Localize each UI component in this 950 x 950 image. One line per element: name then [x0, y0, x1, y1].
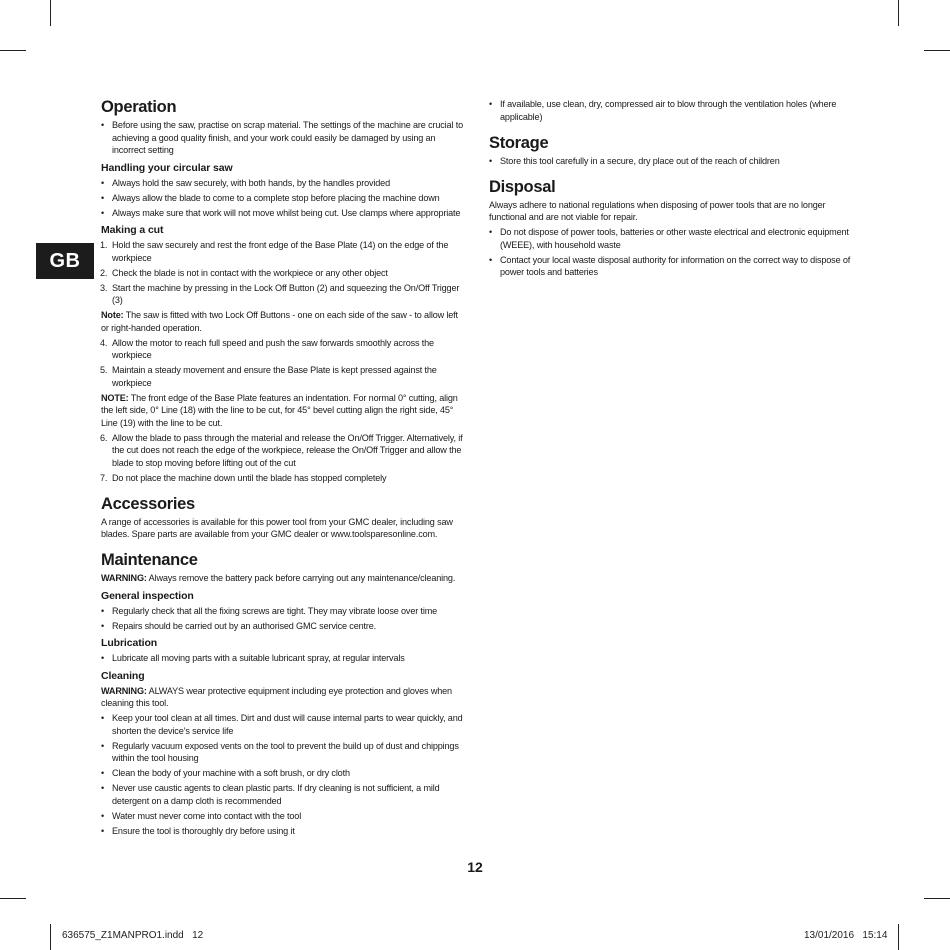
- disposal-text: Always adhere to national regulations when disposing of power tools that are no longer functional and are not viable for repair.: [489, 199, 826, 222]
- lubrication-heading: Lubrication: [101, 637, 158, 649]
- crop-mark: [924, 50, 950, 51]
- cleaning-heading: Cleaning: [101, 669, 145, 682]
- list-item: • If available, use clean, dry, compressed air to blow through the ventilation holes (where applicable): [489, 99, 837, 122]
- language-tab: GB: [36, 243, 94, 279]
- lubrication-list: [101, 652, 463, 665]
- footer-datetime: 13/01/2016 15:14: [804, 930, 888, 941]
- step-item: 7. Do not place the machine down until the blade has stopped completely: [100, 472, 387, 483]
- step-item: 5. Maintain a steady movement and ensure the Base Plate is kept pressed against the workpiece: [100, 365, 437, 388]
- cut-steps-c: [101, 432, 463, 485]
- crop-mark: [924, 898, 950, 899]
- list-item: • Lubricate all moving parts with a suitable lubricant spray, at regular intervals: [101, 653, 405, 663]
- cut-steps-b: [101, 337, 463, 390]
- crop-mark: [898, 0, 899, 26]
- storage-heading: Storage: [489, 133, 549, 152]
- general-inspection-heading: General inspection: [101, 589, 194, 602]
- step-item: 3. Start the machine by pressing in the Lock Off Button (2) and squeezing the On/Off Trigger (3): [100, 282, 460, 305]
- list-item: • Always make sure that work will not move whilst being cut. Use clamps where appropriate: [101, 207, 461, 218]
- step-item: 4. Allow the motor to reach full speed and push the saw forwards smoothly across the workpiece: [100, 337, 434, 360]
- list-item: • Water must never come into contact with the tool: [101, 810, 302, 821]
- crop-mark: [898, 924, 899, 950]
- step-item: 1. Hold the saw securely and rest the front edge of the Base Plate (14) on the edge of the workpiece: [100, 240, 449, 263]
- list-item: • Regularly check that all the fixing screws are tight. They may vibrate loose over time: [101, 605, 438, 616]
- list-item: • Never use caustic agents to clean plastic parts. If dry cleaning is not sufficient, a mild detergent on a damp cloth is recommended: [101, 783, 440, 806]
- crop-mark: [50, 924, 51, 950]
- right-column: [489, 98, 851, 281]
- accessories-text: A range of accessories is available for this power tool from your GMC dealer, including saw blades. Spare parts are available from your GMC dealer or www.toolsparesonline.com.: [101, 516, 453, 539]
- list-item: • Contact your local waste disposal authority for information on the correct way to dispose of power tools and batteries: [489, 254, 851, 277]
- list-item: • Before using the saw, practise on scrap material. The settings of the machine are crucial to achieving a good quality finish, and your work could easily be damaged by using an incorrect setting: [101, 120, 463, 155]
- note-paragraph: Note: The saw is fitted with two Lock Off Buttons - one on each side of the saw - to allow left or right-handed operation.: [101, 310, 458, 333]
- list-item: • Ensure the tool is thoroughly dry before using it: [101, 825, 295, 836]
- list-item: • Regularly vacuum exposed vents on the tool to prevent the build up of dust and chippings within the tool housing: [101, 740, 459, 763]
- cleaning-warning: WARNING: ALWAYS wear protective equipment including eye protection and gloves when cleaning this tool.: [101, 685, 452, 708]
- making-cut-heading: Making a cut: [101, 224, 164, 236]
- list-item: • Do not dispose of power tools, batteries or other waste electrical and electronic equipment (WEEE), with household waste: [489, 227, 849, 250]
- list-item: • Clean the body of your machine with a soft brush, or dry cloth: [101, 768, 350, 778]
- crop-mark: [0, 50, 26, 51]
- disposal-list: [489, 226, 851, 279]
- list-item: • Always hold the saw securely, with both hands, by the handles provided: [101, 177, 390, 188]
- cleaning-list: [101, 712, 463, 837]
- operation-heading: Operation: [101, 98, 177, 116]
- handling-heading: Handling your circular saw: [101, 161, 233, 174]
- footer-filename: 636575_Z1MANPRO1.indd 12: [62, 930, 204, 941]
- list-item: • Store this tool carefully in a secure, dry place out of the reach of children: [489, 155, 780, 166]
- list-item: • Always allow the blade to come to a complete stop before placing the machine down: [101, 192, 440, 203]
- operation-list: [101, 119, 463, 157]
- step-item: 2. Check the blade is not in contact with the workpiece or any other object: [100, 267, 388, 278]
- handling-list: [101, 177, 463, 220]
- accessories-heading: Accessories: [101, 494, 195, 513]
- inspection-list: [101, 605, 463, 633]
- list-item: • Keep your tool clean at all times. Dirt and dust will cause internal parts to wear quickly, and shorten the device’s service life: [101, 713, 463, 736]
- cleaning-continued-list: [489, 98, 851, 123]
- storage-list: [489, 155, 851, 168]
- page-number: 12: [467, 859, 483, 875]
- crop-mark: [0, 898, 26, 899]
- note-paragraph: NOTE: The front edge of the Base Plate features an indentation. For normal 0° cutting, align the left side, 0° Line (18) with the line to be cut, for 45° bevel cutting align the right side, 45° Line (19) with the line to be cut.: [101, 392, 458, 428]
- left-column: [101, 96, 463, 840]
- maintenance-warning: WARNING: Always remove the battery pack before carrying out any maintenance/cleaning.: [101, 573, 456, 583]
- list-item: • Repairs should be carried out by an authorised GMC service centre.: [101, 620, 377, 631]
- crop-mark: [50, 0, 51, 26]
- cut-steps-a: [101, 239, 463, 307]
- disposal-heading: Disposal: [489, 177, 556, 196]
- step-item: 6. Allow the blade to pass through the material and release the On/Off Trigger. Alternatively, if the cut does not reach the edge of the workpiece, release the On/Off Trigger and allow the blade to stop moving before lifting out of the cut: [100, 432, 463, 468]
- maintenance-heading: Maintenance: [101, 551, 198, 569]
